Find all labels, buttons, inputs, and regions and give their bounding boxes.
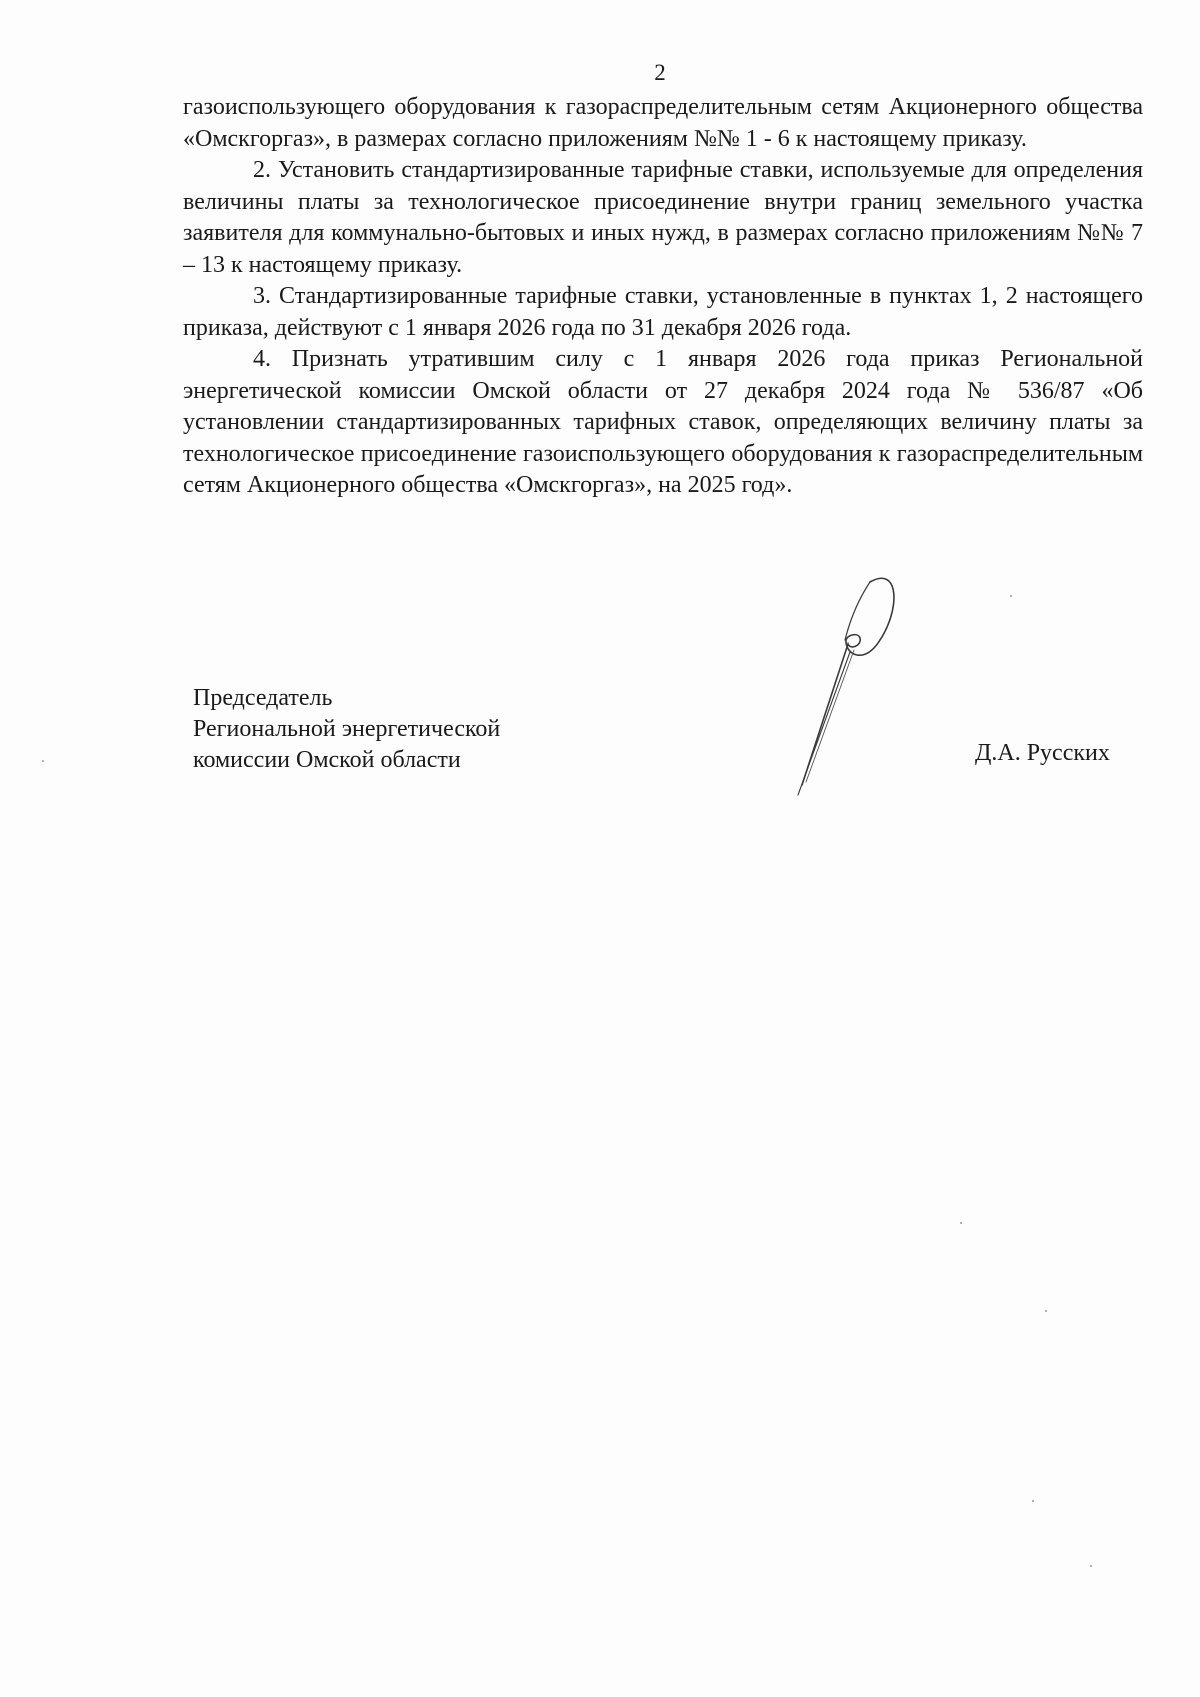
paragraph-2: 2. Установить стандартизированные тарифные ставки, используемые для определения величины платы за технологическое присоединение внутри границ земельного участка заявителя для коммунально-бытовых и иных нужд, в размерах согласно приложениям №№ 7 – 13 к настоящему приказу. [183,157,1143,278]
paragraph-1-continuation: газоиспользующего оборудования к газораспределительным сетям Акционерного общества «Омскгоргаз», в размерах согласно приложениям №№ 1 - 6 к настоящему приказу. [183,94,1143,152]
signer-name: Д.А. Русских [975,740,1110,766]
document-body [183,92,1143,502]
signatory-title [193,683,500,776]
scan-speck [1010,595,1012,597]
paragraph-3: 3. Стандартизированные тарифные ставки, установленные в пунктах 1, 2 настоящего приказа, действуют с 1 января 2026 года по 31 декабря 2026 года. [183,283,1143,341]
handwritten-signature-icon [750,560,910,840]
paragraph-4: 4. Признать утратившим силу с 1 января 2026 года приказ Региональной энергетической комиссии Омской области от 27 декабря 2024 года № 536/87 «Об установлении стандартизированных тарифных ставок, определяющих величину платы за технологическое присоединение газоиспользующего оборудования к газораспределительным сетям Акционерного общества «Омскгоргаз», на 2025 год». [183,346,1143,498]
scan-speck [1090,1565,1092,1567]
scan-speck [1032,1500,1034,1502]
signatory-title-line-3: комиссии Омской области [193,747,461,773]
scan-speck [1045,1310,1047,1312]
scan-speck [42,760,44,762]
scan-speck [960,1222,962,1224]
page-number: 2 [654,60,666,85]
signatory-title-line-2: Региональной энергетической [193,716,501,742]
signatory-title-line-1: Председатель [193,685,333,711]
